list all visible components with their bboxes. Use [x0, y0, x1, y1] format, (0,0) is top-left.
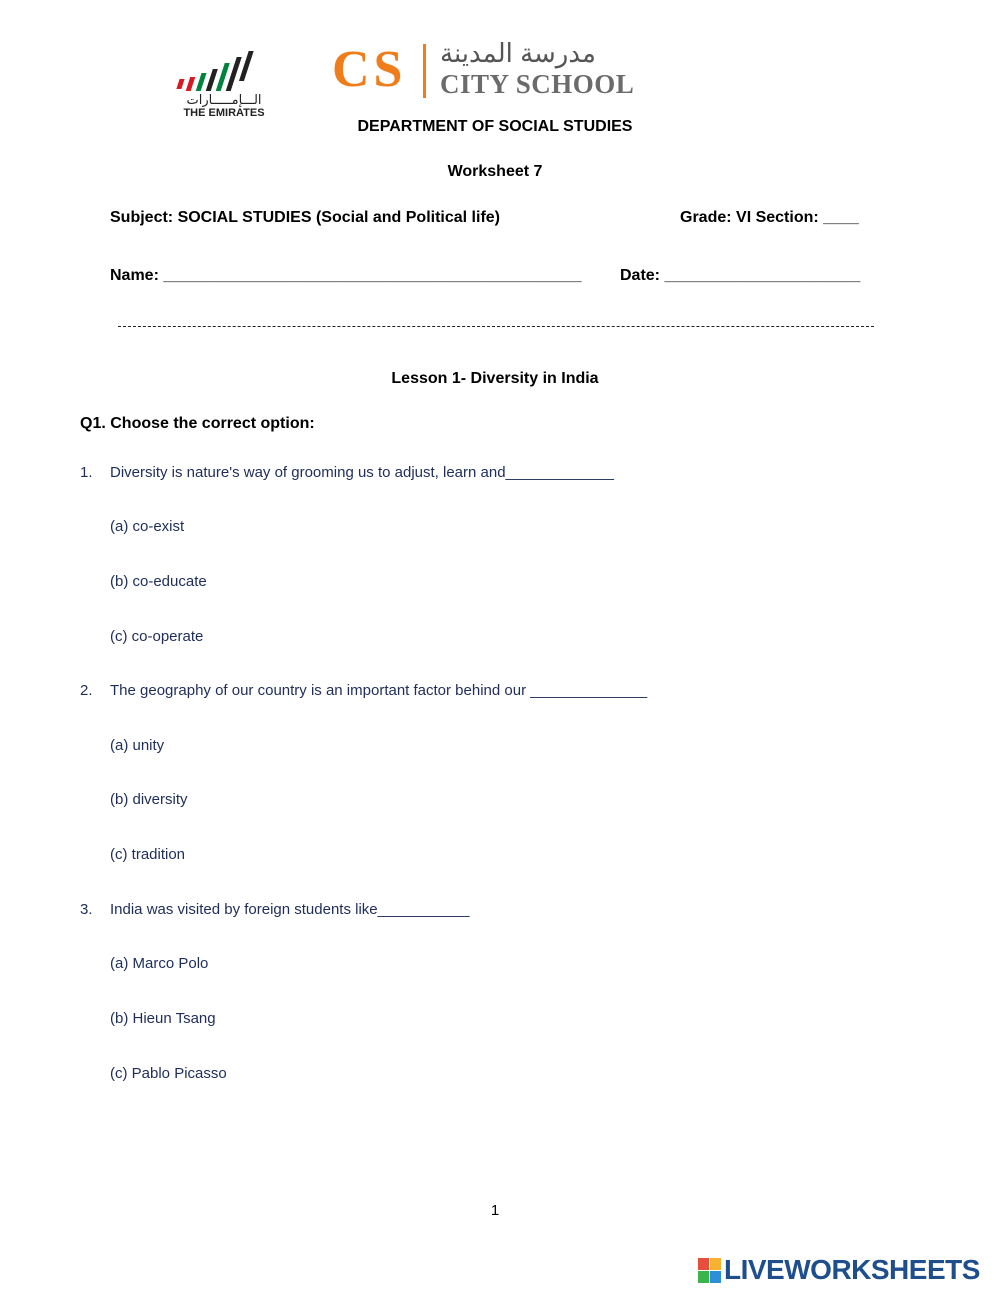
department-title: DEPARTMENT OF SOCIAL STUDIES — [357, 118, 633, 135]
grade-section-field[interactable]: Grade: VI Section: ____ — [680, 209, 859, 226]
option-item[interactable]: (b) co-educate — [110, 573, 207, 590]
question-text: India was visited by foreign students like___________ — [110, 901, 470, 918]
option-item[interactable]: (a) Marco Polo — [110, 955, 209, 972]
subject-line: Subject: SOCIAL STUDIES (Social and Political life) — [110, 209, 500, 226]
liveworksheets-badge-icon — [698, 1258, 722, 1284]
cs-logo-mark: CS — [332, 41, 407, 98]
date-field[interactable]: Date: ______________________ — [620, 267, 861, 284]
question-number: 3. — [80, 901, 93, 918]
lesson-title: Lesson 1- Diversity in India — [391, 370, 599, 387]
question-number: 1. — [80, 464, 93, 481]
name-field[interactable]: Name: _______________________________________________ — [110, 267, 582, 284]
liveworksheets-logo[interactable]: LIVEWORKSHEETS — [724, 1254, 980, 1285]
option-item[interactable]: (c) tradition — [110, 846, 186, 863]
option-item[interactable]: (a) unity — [110, 737, 165, 754]
option-item[interactable]: (a) co-exist — [110, 518, 185, 535]
option-item[interactable]: (c) Pablo Picasso — [110, 1065, 227, 1082]
question-text: The geography of our country is an important factor behind our ______________ — [110, 682, 648, 699]
dashed-divider — [118, 326, 874, 327]
question-number: 2. — [80, 682, 93, 699]
question-text: Diversity is nature's way of grooming us to adjust, learn and_____________ — [110, 464, 615, 481]
school-name: CITY SCHOOL — [440, 69, 635, 99]
school-arabic-name: مدرسة المدينة — [440, 38, 596, 68]
option-item[interactable]: (c) co-operate — [110, 628, 204, 645]
logo-divider — [423, 44, 426, 98]
worksheet-title: Worksheet 7 — [447, 163, 543, 180]
section-heading: Q1. Choose the correct option: — [80, 415, 315, 432]
page-number: 1 — [490, 1202, 500, 1219]
option-item[interactable]: (b) diversity — [110, 791, 188, 808]
emirates-arabic-text: الـــإمـــــارات — [186, 92, 262, 107]
option-item[interactable]: (b) Hieun Tsang — [110, 1010, 216, 1027]
emirates-label: THE EMIRATES — [183, 107, 265, 119]
